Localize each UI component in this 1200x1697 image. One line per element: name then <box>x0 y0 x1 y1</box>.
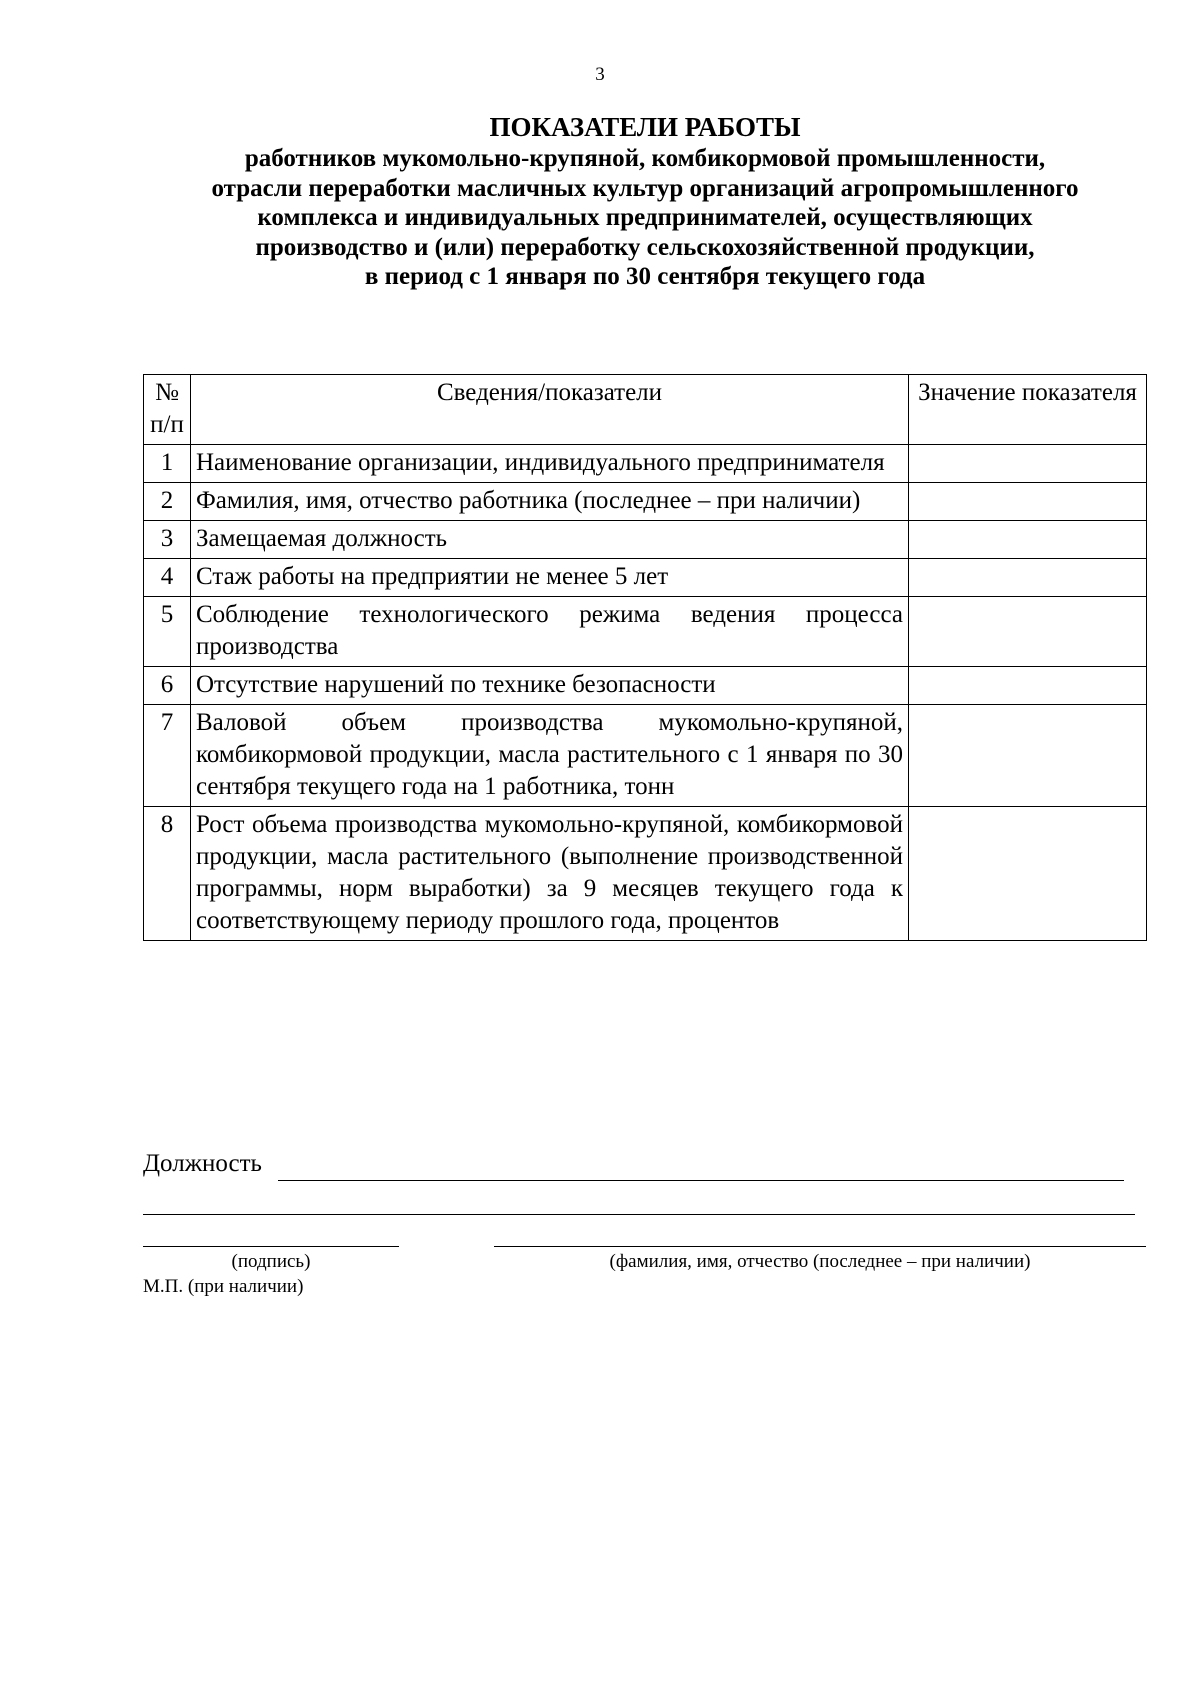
row-description <box>191 597 909 667</box>
row-value-cell[interactable] <box>909 521 1147 559</box>
row-description <box>191 445 909 483</box>
row-description-text: Валовой объем производства мукомольно-крупяной, комбикормовой продукции, масла растительного с 1 января по 30 сентября текущего года на 1 работника, тонн <box>196 709 903 800</box>
row-number: 8 <box>144 807 191 941</box>
row-number: 2 <box>144 483 191 521</box>
table-row <box>144 597 1147 667</box>
full-name-caption: (фамилия, имя, отчество (последнее – при наличии) <box>609 1251 1031 1272</box>
row-number: 4 <box>144 559 191 597</box>
row-description <box>191 559 909 597</box>
row-value-cell[interactable] <box>909 559 1147 597</box>
row-description-text: Фамилия, имя, отчество работника (последнее – при наличии) <box>196 487 861 514</box>
row-description <box>191 483 909 521</box>
title-line: отрасли переработки масличных культур организаций агропромышленного <box>211 174 1079 202</box>
row-number: 5 <box>144 597 191 667</box>
row-description-text: Стаж работы на предприятии не менее 5 лет <box>196 563 669 590</box>
document-title <box>90 110 1200 292</box>
table-row <box>144 445 1147 483</box>
signature-line[interactable] <box>143 1246 399 1247</box>
header-value: Значение показателя <box>909 375 1147 445</box>
table-row <box>144 559 1147 597</box>
row-description <box>191 521 909 559</box>
row-description <box>191 667 909 705</box>
row-number: 3 <box>144 521 191 559</box>
title-line: работников мукомольно-крупяной, комбикормовой промышленности, <box>244 145 1046 172</box>
header-number: № п/п <box>144 375 191 445</box>
table-header-row <box>144 375 1147 445</box>
title-line: комплекса и индивидуальных предпринимателей, осуществляющих <box>257 204 1033 231</box>
table-row <box>144 521 1147 559</box>
row-description-text: Соблюдение технологического режима ведения процесса производства <box>196 601 903 660</box>
row-description-text: Рост объема производства мукомольно-крупяной, комбикормовой продукции, масла растительного (выполнение производственной программы, норм выработки) за 9 месяцев текущего года к соответствующему периоду прошлого года, процентов <box>196 811 903 934</box>
row-value-cell[interactable] <box>909 807 1147 941</box>
title-line: производство и (или) переработку сельскохозяйственной продукции, <box>255 233 1035 261</box>
stamp-note: М.П. (при наличии) <box>143 1276 304 1297</box>
table-row <box>144 483 1147 521</box>
title-line: в период с 1 января по 30 сентября текущего года <box>364 263 926 290</box>
row-description <box>191 705 909 807</box>
row-value-cell[interactable] <box>909 483 1147 521</box>
position-continuation-line[interactable] <box>143 1214 1135 1215</box>
header-description: Сведения/показатели <box>191 375 909 445</box>
row-number: 1 <box>144 445 191 483</box>
indicators-table <box>143 374 1147 941</box>
table-row <box>144 705 1147 807</box>
row-value-cell[interactable] <box>909 705 1147 807</box>
row-description-text: Наименование организации, индивидуального предпринимателя <box>196 449 885 476</box>
table-row <box>144 807 1147 941</box>
page-number: 3 <box>595 64 605 85</box>
row-number: 7 <box>144 705 191 807</box>
row-description-text: Отсутствие нарушений по технике безопасности <box>196 671 716 698</box>
signature-caption: (подпись) <box>231 1251 311 1272</box>
row-description-text: Замещаемая должность <box>196 525 448 552</box>
row-value-cell[interactable] <box>909 667 1147 705</box>
row-description <box>191 807 909 941</box>
title-main: ПОКАЗАТЕЛИ РАБОТЫ <box>489 112 801 142</box>
position-label: Должность <box>143 1150 262 1177</box>
position-input-line[interactable] <box>278 1180 1124 1181</box>
row-value-cell[interactable] <box>909 445 1147 483</box>
table-row <box>144 667 1147 705</box>
full-name-line[interactable] <box>494 1246 1146 1247</box>
row-number: 6 <box>144 667 191 705</box>
row-value-cell[interactable] <box>909 597 1147 667</box>
